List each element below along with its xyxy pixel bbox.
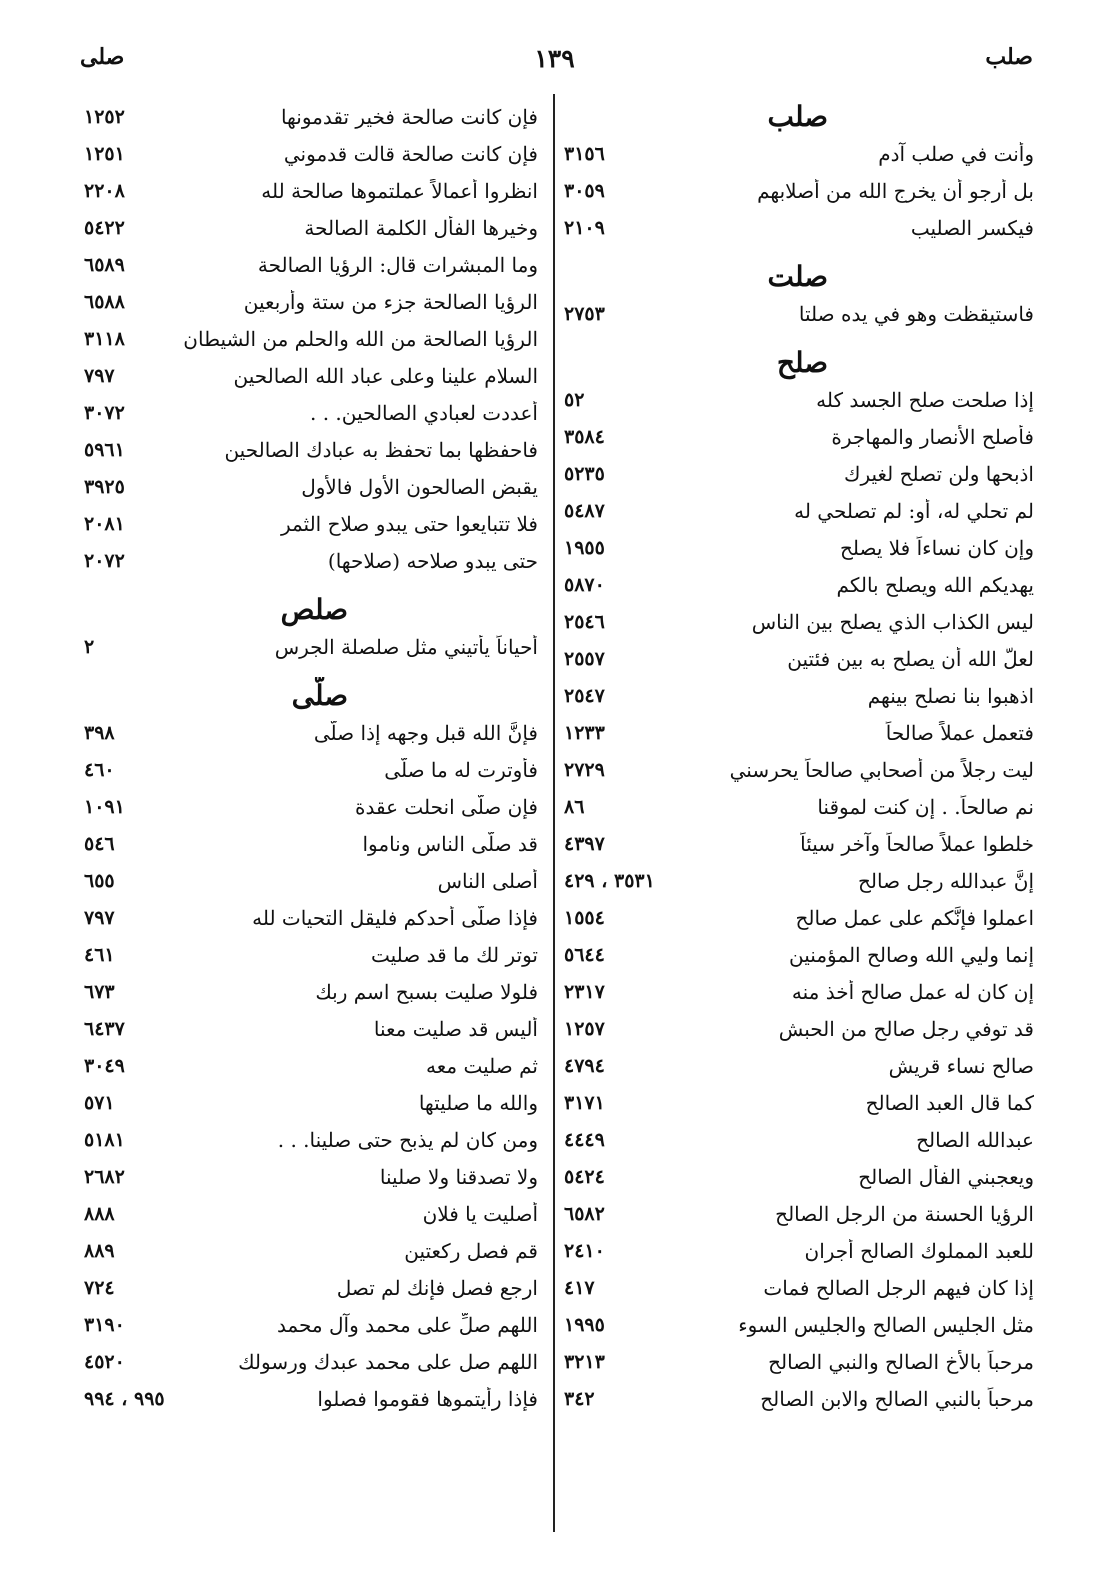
- index-entry: [80, 1232, 538, 1269]
- entry-text: فتعمل عملاً صالحاً: [885, 720, 1034, 745]
- entry-text: للعبد المملوك الصالح أجران: [804, 1238, 1034, 1263]
- entry-reference-number: ٣٢١٣: [564, 1350, 605, 1373]
- index-entry: [560, 1269, 1034, 1306]
- entry-text: انظروا أعمالاً عملتموها صالحة لله: [261, 178, 538, 203]
- entry-reference-number: ٥٤٢٢: [84, 216, 125, 239]
- entry-text: ليت رجلاً من أصحابي صالحاً يحرسني: [729, 757, 1034, 782]
- entry-text: يقبض الصالحون الأول فالأول: [301, 474, 538, 499]
- entry-text: ولا تصدقنا ولا صلينا: [379, 1164, 538, 1189]
- index-entry: [560, 1306, 1034, 1343]
- index-entry: [80, 283, 538, 320]
- index-entry: [560, 135, 1034, 172]
- index-entry: [80, 135, 538, 172]
- entry-text: إذا كان فيهم الرجل الصالح فمات: [763, 1275, 1034, 1300]
- entry-reference-number: ٣١١٨: [84, 327, 125, 350]
- index-entry: [560, 714, 1034, 751]
- entry-text: مرحباً بالأخ الصالح والنبي الصالح: [768, 1349, 1034, 1374]
- entry-reference-number: ٢٥٥٧: [564, 647, 605, 670]
- entry-text: وما المبشرات قال: الرؤيا الصالحة: [257, 252, 538, 277]
- entry-text: فيكسر الصليب: [910, 215, 1034, 240]
- entry-reference-number: ٥٢: [564, 388, 585, 411]
- index-entry: [80, 357, 538, 394]
- entry-reference-number: ٣١٩٠: [84, 1313, 125, 1336]
- section-gap: [560, 332, 1034, 344]
- index-entry: [560, 788, 1034, 825]
- entry-reference-number: ٦٧٣: [84, 980, 115, 1003]
- entry-reference-number: ١٢٥٢: [84, 105, 125, 128]
- entry-reference-number: ٢٣١٧: [564, 980, 605, 1003]
- entry-text: فاحفظها بما تحفظ به عبادك الصالحين: [224, 437, 538, 462]
- entry-reference-number: ٨٨٩: [84, 1239, 115, 1262]
- entry-reference-number: ٤٦١: [84, 943, 115, 966]
- index-entry: [560, 973, 1034, 1010]
- entry-reference-number: ٨٦: [564, 795, 585, 818]
- index-entry: [560, 1158, 1034, 1195]
- entry-text: فإن صلَّى انحلت عقدة: [354, 794, 538, 819]
- entry-text: وخيرها الفأل الكلمة الصالحة: [304, 215, 538, 240]
- entry-reference-number: ٣٠٤٩: [84, 1054, 125, 1077]
- entry-text: وأنت في صلب آدم: [878, 141, 1034, 166]
- section-heading: صلص: [280, 593, 348, 626]
- index-entry: [80, 1380, 538, 1417]
- entry-text: أحياناً يأتيني مثل صلصلة الجرس: [274, 634, 538, 659]
- entry-reference-number: ٦٤٣٧: [84, 1017, 125, 1040]
- index-entry: [560, 381, 1034, 418]
- entry-text: قد صلَّى الناس وناموا: [362, 831, 538, 856]
- entry-reference-number: ٢٥٤٧: [564, 684, 605, 707]
- entry-reference-number: ٣٥٨٤: [564, 425, 605, 448]
- index-entry: [560, 825, 1034, 862]
- entry-reference-number: ٥٤٢٤: [564, 1165, 605, 1188]
- entry-reference-number: ٦٥٥: [84, 869, 115, 892]
- entry-reference-number: ٧٩٧: [84, 906, 115, 929]
- index-entry: [80, 1269, 538, 1306]
- entry-text: قد توفي رجل صالح من الحبش: [778, 1016, 1034, 1041]
- entry-text: خلطوا عملاً صالحاً وآخر سيئاً: [800, 831, 1034, 856]
- entry-text: لم تحلي له، أو: لم تصلحي له: [794, 498, 1034, 523]
- index-entry: [560, 936, 1034, 973]
- entry-reference-number: ٥٢٣٥: [564, 462, 605, 485]
- header-left-keyword: صلى: [80, 44, 125, 70]
- index-entry: [560, 295, 1034, 332]
- index-entry: [80, 98, 538, 135]
- index-entry: [80, 899, 538, 936]
- entry-text: إنَّ عبدالله رجل صالح: [857, 868, 1034, 893]
- index-entry: [80, 1121, 538, 1158]
- index-entry: [80, 1306, 538, 1343]
- index-entry: [560, 1010, 1034, 1047]
- entry-reference-number: ٢٤١٠: [564, 1239, 605, 1262]
- index-entry: [80, 209, 538, 246]
- entry-text: الرؤيا الصالحة من الله والحلم من الشيطان: [183, 326, 538, 351]
- left-column: [80, 98, 538, 1417]
- entry-text: الرؤيا الحسنة من الرجل الصالح: [775, 1201, 1034, 1226]
- entry-text: أصلى الناس: [437, 868, 538, 893]
- entry-text: السلام علينا وعلى عباد الله الصالحين: [233, 363, 538, 388]
- entry-text: حتى يبدو صلاحه (صلاحها): [327, 548, 538, 573]
- entry-text: يهديكم الله ويصلح بالكم: [836, 572, 1034, 597]
- right-column: [560, 98, 1034, 1417]
- entry-text: بل أرجو أن يخرج الله من أصلابهم: [757, 178, 1034, 203]
- entry-text: ويعجبني الفأل الصالح: [858, 1164, 1034, 1189]
- section-gap: [560, 246, 1034, 258]
- entry-reference-number: ٩٩٥ ، ٩٩٤: [84, 1387, 165, 1410]
- index-entry: [560, 455, 1034, 492]
- entry-reference-number: ٢٧٢٩: [564, 758, 605, 781]
- entry-reference-number: ٤١٧: [564, 1276, 595, 1299]
- index-entry: [560, 751, 1034, 788]
- entry-reference-number: ٥٩٦١: [84, 438, 125, 461]
- entry-reference-number: ٦٥٨٩: [84, 253, 125, 276]
- entry-reference-number: ٣٥٣١ ، ٤٢٩: [564, 869, 655, 892]
- section-gap: [80, 579, 538, 591]
- index-entry: [560, 1343, 1034, 1380]
- entry-reference-number: ٣٠٥٩: [564, 179, 605, 202]
- entry-text: فأصلح الأنصار والمهاجرة: [831, 424, 1034, 449]
- entry-reference-number: ٥٨٧٠: [564, 573, 605, 596]
- entry-text: لعلَّ الله أن يصلح به بين فئتين: [787, 646, 1034, 671]
- entry-reference-number: ٥٦٤٤: [564, 943, 605, 966]
- index-entry: [80, 172, 538, 209]
- entry-text: ومن كان لم يذبح حتى صلينا. . .: [277, 1127, 538, 1152]
- entry-reference-number: ٨٨٨: [84, 1202, 115, 1225]
- index-entry: [80, 468, 538, 505]
- entry-reference-number: ٢٢٠٨: [84, 179, 125, 202]
- entry-reference-number: ٤٥٢٠: [84, 1350, 125, 1373]
- entry-text: فلولا صليت بسبح اسم ربك: [315, 979, 538, 1004]
- entry-reference-number: ٣١٧١: [564, 1091, 605, 1114]
- entry-text: ليس الكذاب الذي يصلح بين الناس: [751, 609, 1034, 634]
- entry-reference-number: ٥٧١: [84, 1091, 115, 1114]
- entry-reference-number: ٣٠٧٢: [84, 401, 125, 424]
- index-entry: [560, 1380, 1034, 1417]
- index-entry: [80, 320, 538, 357]
- entry-text: فإن كانت صالحة فخير تقدمونها: [280, 104, 538, 129]
- index-entry: [80, 505, 538, 542]
- entry-text: فإذا رأيتموها فقوموا فصلوا: [317, 1386, 538, 1411]
- entry-reference-number: ٢٦٨٢: [84, 1165, 125, 1188]
- index-entry: [80, 1343, 538, 1380]
- index-entry: [80, 862, 538, 899]
- index-entry: [80, 1084, 538, 1121]
- entry-reference-number: ٢٧٥٣: [564, 302, 605, 325]
- section-heading: صلَّى: [291, 679, 348, 712]
- index-entry: [560, 172, 1034, 209]
- entry-reference-number: ٥١٨١: [84, 1128, 125, 1151]
- index-entry: [80, 1010, 538, 1047]
- entry-reference-number: ٥٤٨٧: [564, 499, 605, 522]
- entry-text: قم فصل ركعتين: [404, 1238, 538, 1263]
- index-entry: [560, 1047, 1034, 1084]
- index-entry: [560, 862, 1034, 899]
- entry-text: اللهم صل على محمد عبدك ورسولك: [238, 1349, 538, 1374]
- entry-reference-number: ٣٤٢: [564, 1387, 595, 1410]
- index-entry: [80, 1158, 538, 1195]
- index-entry: [80, 714, 538, 751]
- entry-reference-number: ٤٤٤٩: [564, 1128, 605, 1151]
- entry-text: الرؤيا الصالحة جزء من ستة وأربعين: [243, 289, 538, 314]
- entry-text: مثل الجليس الصالح والجليس السوء: [738, 1312, 1034, 1337]
- section-heading: صلح: [776, 346, 828, 379]
- entry-text: اذهبوا بنا نصلح بينهم: [867, 683, 1034, 708]
- section-heading: صلب: [767, 100, 828, 133]
- entry-text: أصليت يا فلان: [422, 1201, 538, 1226]
- entry-text: إن كان له عمل صالح أخذ منه: [791, 979, 1034, 1004]
- entry-reference-number: ٤٣٩٧: [564, 832, 605, 855]
- entry-text: عبدالله الصالح: [916, 1127, 1034, 1152]
- entry-text: كما قال العبد الصالح: [865, 1090, 1034, 1115]
- index-entry: [560, 1195, 1034, 1232]
- index-entry: [80, 431, 538, 468]
- entry-text: نم صالحاً. . إن كنت لموقنا: [817, 794, 1034, 819]
- index-entry: [560, 899, 1034, 936]
- entry-text: وإن كان نساءاً فلا يصلح: [839, 535, 1034, 560]
- index-entry: [560, 566, 1034, 603]
- entry-text: ثم صليت معه: [426, 1053, 538, 1078]
- entry-text: فلا تتبايعوا حتى يبدو صلاح الثمر: [280, 511, 538, 536]
- entry-reference-number: ١٢٣٣: [564, 721, 605, 744]
- entry-text: أليس قد صليت معنا: [373, 1016, 538, 1041]
- entry-reference-number: ٢٥٤٦: [564, 610, 605, 633]
- entry-reference-number: ٣٩٨: [84, 721, 115, 744]
- entry-reference-number: ٥٤٦: [84, 832, 115, 855]
- entry-text: إذا صلحت صلح الجسد كله: [816, 387, 1034, 412]
- entry-reference-number: ٧٢٤: [84, 1276, 115, 1299]
- entry-text: أعددت لعبادي الصالحين. . .: [309, 400, 538, 425]
- index-entry: [80, 1195, 538, 1232]
- entry-reference-number: ١٢٥٧: [564, 1017, 605, 1040]
- index-entry: [80, 751, 538, 788]
- entry-reference-number: ٣٩٢٥: [84, 475, 125, 498]
- index-entry: [560, 603, 1034, 640]
- entry-reference-number: ١٩٥٥: [564, 536, 605, 559]
- entry-text: صالح نساء قريش: [888, 1053, 1034, 1078]
- index-entry: [80, 628, 538, 665]
- index-entry: [80, 542, 538, 579]
- entry-text: توتر لك ما قد صليت: [370, 942, 538, 967]
- entry-reference-number: ٧٩٧: [84, 364, 115, 387]
- entry-reference-number: ١٩٩٥: [564, 1313, 605, 1336]
- index-entry: [80, 973, 538, 1010]
- page-number: ١٣٩: [534, 44, 575, 73]
- column-divider: [553, 94, 555, 1532]
- entry-text: اللهم صلِّ على محمد وآل محمد: [276, 1312, 538, 1337]
- index-entry: [560, 677, 1034, 714]
- entry-reference-number: ٤٧٩٤: [564, 1054, 605, 1077]
- entry-text: فإنَّ الله قبل وجهه إذا صلَّى: [313, 720, 538, 745]
- entry-reference-number: ٢: [84, 635, 95, 658]
- entry-text: إنما وليي الله وصالح المؤمنين: [789, 942, 1034, 967]
- entry-text: مرحباً بالنبي الصالح والابن الصالح: [760, 1386, 1034, 1411]
- index-entry: [560, 640, 1034, 677]
- entry-text: اعملوا فإنَّكم على عمل صالح: [795, 905, 1034, 930]
- entry-reference-number: ٢٠٨١: [84, 512, 125, 535]
- section-heading: صلت: [767, 260, 828, 293]
- entry-text: فأوترت له ما صلَّى: [384, 757, 538, 782]
- index-entry: [560, 418, 1034, 455]
- entry-text: فإذا صلَّى أحدكم فليقل التحيات لله: [252, 905, 538, 930]
- index-entry: [80, 788, 538, 825]
- index-entry: [560, 1232, 1034, 1269]
- index-entry: [560, 209, 1034, 246]
- index-entry: [80, 246, 538, 283]
- entry-reference-number: ١٠٩١: [84, 795, 125, 818]
- entry-reference-number: ٣١٥٦: [564, 142, 605, 165]
- index-entry: [560, 1121, 1034, 1158]
- header-right-keyword: صلب: [985, 44, 1033, 70]
- entry-reference-number: ١٥٥٤: [564, 906, 605, 929]
- entry-text: اذبحها ولن تصلح لغيرك: [843, 461, 1034, 486]
- index-entry: [80, 1047, 538, 1084]
- entry-text: فإن كانت صالحة قالت قدموني: [283, 141, 538, 166]
- entry-reference-number: ١٢٥١: [84, 142, 125, 165]
- entry-text: والله ما صليتها: [418, 1090, 538, 1115]
- index-entry: [560, 492, 1034, 529]
- entry-reference-number: ٦٥٨٢: [564, 1202, 605, 1225]
- entry-reference-number: ٢١٠٩: [564, 216, 605, 239]
- entry-reference-number: ٤٦٠: [84, 758, 115, 781]
- index-entry: [80, 394, 538, 431]
- index-entry: [560, 1084, 1034, 1121]
- entry-text: فاستيقظت وهو في يده صلتا: [798, 301, 1034, 326]
- entry-text: ارجع فصل فإنك لم تصل: [336, 1275, 538, 1300]
- index-entry: [80, 825, 538, 862]
- section-gap: [80, 665, 538, 677]
- index-entry: [560, 529, 1034, 566]
- entry-reference-number: ٦٥٨٨: [84, 290, 125, 313]
- entry-reference-number: ٢٠٧٢: [84, 549, 125, 572]
- index-entry: [80, 936, 538, 973]
